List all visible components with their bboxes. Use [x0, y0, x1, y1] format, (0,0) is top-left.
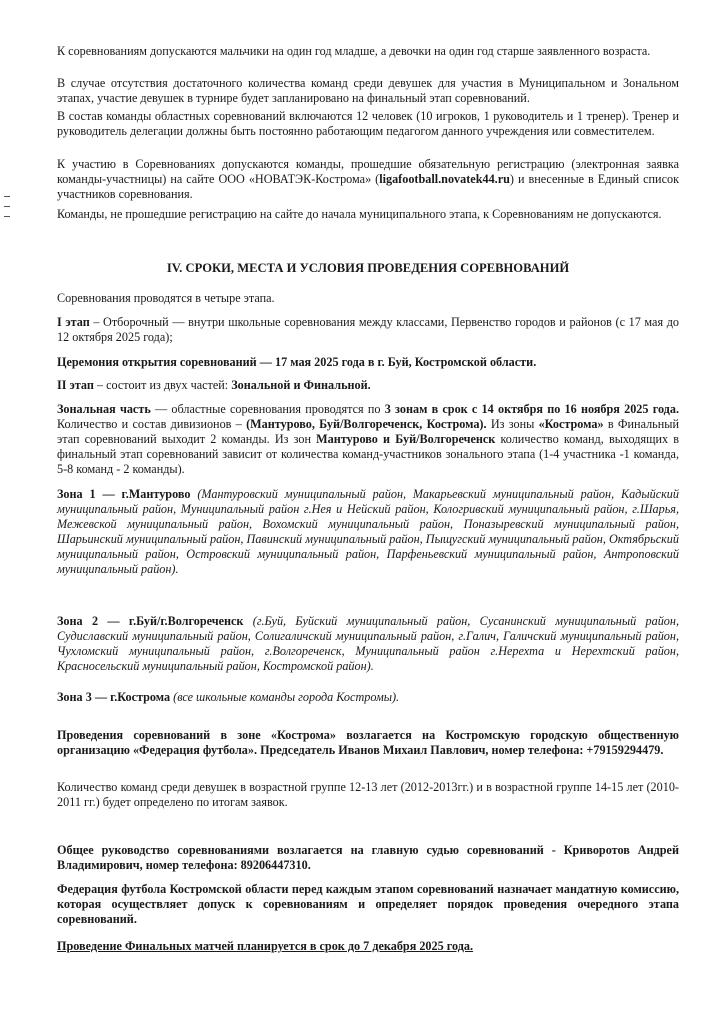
paragraph-commission: Федерация футбола Костромской области перед каждым этапом соревнований назначает мандатную комиссию, которая осуществляет допуск к соревнованиям и определяет порядок проведения очередного этапа соревнований.: [57, 882, 679, 926]
paragraph-girls-rule: В случае отсутствия достаточного количества команд среди девушек для участия в Муниципальном и Зональном этапах, участие девушек в турнире будет запланировано на финальный этап соревнований.: [57, 76, 679, 105]
paragraph-stage-1: I этап – Отборочный — внутри школьные соревнования между классами, Первенство городов и районов (с 17 мая до 12 октября 2025 года);: [57, 315, 679, 344]
scan-margin-mark: [4, 196, 10, 197]
paragraph-no-registration: Команды, не прошедшие регистрацию на сайте до начала муниципального этапа, к Соревнованиям не допускаются.: [57, 207, 662, 221]
paragraph-zone-3: Зона 3 — г.Кострома (все школьные команды города Костромы).: [57, 690, 400, 704]
scan-margin-mark: [4, 216, 10, 217]
section-title: IV. СРОКИ, МЕСТА И УСЛОВИЯ ПРОВЕДЕНИЯ СОРЕВНОВАНИЙ: [166, 261, 570, 275]
paragraph-zonal: Зональная часть — областные соревнования проводятся по 3 зонам в срок с 14 октября по 16 ноября 2025 года. Количество и состав дивизионов – (Мантурово, Буй/Волгореченск, Кострома). Из зоны «Кострома» в Финальный этап соревнований выходит 2 команды. Из зон Мантурово и Буй/Волгореченск количество команд, выходящих в финальный этап соревнований зависит от количества команд-участников зонального этапа (1-4 участника -1 команда, 5-8 команд - 2 команды).: [57, 402, 680, 476]
paragraph-stages: Соревнования проводятся в четыре этапа.: [57, 291, 275, 305]
paragraph-stage-2: II этап – состоит из двух частей: Зональной и Финальной.: [57, 378, 371, 392]
paragraph-zone-2: Зона 2 — г.Буй/г.Волгореченск (г.Буй, Буйский муниципальный район, Сусанинский муниципальный район, Судиславский муниципальный район, Солигаличский муниципальный район, г.Галич, Галичский муниципальный район, Чухломский муниципальный район, г.Волгореченск, Муниципальный район г.Нерехта и Нерехтский район, Красносельский муниципальный район, Костромской район).: [57, 614, 679, 673]
paragraph-finals: Проведение Финальных матчей планируется в срок до 7 декабря 2025 года.: [57, 939, 474, 953]
paragraph-age-rule: К соревнованиям допускаются мальчики на один год младше, а девочки на один год старше заявленного возраста.: [57, 44, 651, 58]
paragraph-girls-count: Количество команд среди девушек в возрастной группе 12-13 лет (2012-2013гг.) и в возрастной группе 14-15 лет (2010-2011 гг.) будет определено по итогам заявок.: [57, 780, 679, 809]
paragraph-ceremony: Церемония открытия соревнований — 17 мая 2025 года в г. Буй, Костромской области.: [57, 355, 537, 369]
paragraph-team-composition: В состав команды областных соревнований включаются 12 человек (10 игроков, 1 руководитель и 1 тренер). Тренер и руководитель делегации должны быть постоянно работающим педагогом данного учреждения или совместителем.: [57, 109, 679, 138]
registration-site-link[interactable]: ligafootball.novatek44.ru: [379, 172, 510, 186]
paragraph-registration: К участию в Соревнованиях допускаются команды, прошедшие обязательную регистрацию (электронная заявка команды-участницы) на сайте ООО «НОВАТЭК-Кострома» (ligafootball.novatek44.ru) и внесенные в Единый список участников соревнования.: [57, 157, 680, 201]
scan-margin-mark: [4, 206, 10, 207]
paragraph-federation: Проведения соревнований в зоне «Кострома» возлагается на Костромскую городскую общественную организацию «Федерация футбола». Председатель Иванов Михаил Павлович, номер телефона: +79159294479.: [57, 728, 679, 757]
paragraph-chief-judge: Общее руководство соревнованиями возлагается на главную судью соревнований - Криворотов Андрей Владимирович, номер телефона: 89206447310.: [57, 843, 679, 872]
paragraph-zone-1: Зона 1 — г.Мантурово (Мантуровский муниципальный район, Макарьевский муниципальный район, Кадыйский муниципальный район, Муниципальный район г.Нея и Нейский район, Кологривский муниципальный район, г.Шарья, Межевской муниципальный район, Вохомский муниципальный район, Поназыревский муниципальный район, Шарьинский муниципальный район, Павинский муниципальный район, Пыщугский муниципальный район, Октябрьский муниципальный район, Островский муниципальный район, Парфеньевский муниципальный район, Антроповский муниципальный район).: [57, 487, 679, 576]
